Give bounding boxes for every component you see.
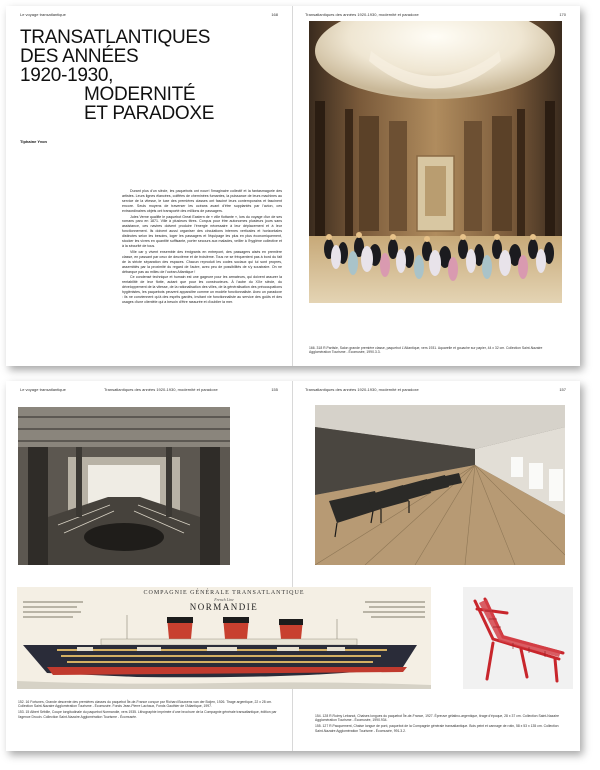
- title-line: TRANSATLANTIQUES: [20, 27, 211, 48]
- staircase-photo-svg: [18, 407, 230, 565]
- paragraph: Ce condensé technique et humain est une gageure pour les armateurs, qui doivent assurer la rentabilité de leur flotte, autant que pour les constructeurs. À l'aube du XXe siècle, du développement de la vitesse, de la rationalisation des villes, de la généralisation des préoccupations hygiénistes, les paquebots peuvent apparaître comme un modèle fonctionnaliste. Avec un paradoxe : ils ne conviennent qu'à des esprits gardés, invitant vie fonctionnaliste au service des goûts et des usages d'une clientèle qui a besoin d'être rassurée et d'oublier la mer.: [122, 275, 282, 304]
- poster-subtitle: French Line: [214, 597, 234, 602]
- running-header: Transatlantiques des années 1920-1930, modernité et paradoxe: [305, 387, 419, 392]
- page-170: [293, 6, 580, 366]
- body-text: [122, 189, 282, 306]
- page-number: 168: [271, 12, 278, 17]
- ballroom-painting: [309, 21, 562, 303]
- page-168: [6, 6, 293, 366]
- running-header: Transatlantiques des années 1920-1930, modernité et paradoxe: [305, 12, 419, 17]
- deck-photo-svg: [315, 405, 565, 565]
- author-name: Tiphaine Yvon: [20, 139, 47, 144]
- deck-chairs-photo: [315, 405, 565, 565]
- paragraph: Durant plus d'un siècle, les paquebots ont nourri l'imaginaire collectif et la fantasmagorie des artistes. Leurs lignes élancées, coiffées de cheminées fumantes, la puissance de leurs machines au service de la vitesse, le luxe des premières classes ont fasciné leurs contemporains et fascinent encore. Seuls moyens de traverser les océans avant d'être supplantés par l'avion, ces extraordinaires objets ont transporté des millions de passagers.: [122, 189, 282, 213]
- page-number: 157: [559, 387, 566, 392]
- figure-caption: 153. 15 Albert Sébille, Coupe longitudinale du paquebot Normandie, vers 1935. Lithographie imprimée d'une brochure de la Compagnie générale transatlantique, édition par l'agence Drouin. Collection Saint-Nazaire Agglomération Tourisme - Écomusée.: [18, 710, 277, 719]
- running-header: Le voyage transatlantique: [20, 387, 66, 392]
- title-line: DES ANNÉES: [20, 46, 139, 67]
- figure-caption: 154. 128 R.Ruimy Lebanot, Chaises longues du paquebot Île-de-France, 1927. Épreuve gélatino-argentique, tirage d'époque, 28 x 37 cm. Collection Saint-Nazaire Agglomération Tourisme - Écomusée, 1990.934.: [315, 714, 559, 723]
- paragraph: Jules Verne qualifie le paquebot Great Eastern de « ville flottante », lors du voyage d'un de ses romans paru en 1871. Ville à plusieurs titres. Conçus pour être autonomes plusieurs jours sans assistance, ces navires doivent produire l'énergie nécessaire à leur déplacement et à leur fonctionnement. Ils doivent aussi organiser des circulations internes verticales et horizontales distinctes selon les besoins, loger les passagers et l'équipage les plus en plus économiquement, stocker les vivres en quantité suffisante, porter secours aux malades, veiller à l'hygiène collective et à la sécurité de tous.: [122, 214, 282, 248]
- figure-caption: 166. 318 R.Partisle, Salon grande première classe, paquebot L'Atlantique, vers 1931. Aquarelle et gouache sur papier, 44 x 32 cm. Collection Saint-Nazaire Agglomération Tourisme - Écomusée, 1990.3.3.: [309, 346, 543, 355]
- chapter-title: [20, 28, 214, 123]
- caption-block: [18, 700, 280, 719]
- running-header: Le voyage transatlantique: [20, 12, 66, 17]
- running-header: Transatlantiques des années 1920-1930, modernité et paradoxe: [104, 387, 218, 392]
- page-number: 170: [559, 12, 566, 17]
- bottom-spread: [6, 381, 580, 751]
- chair-svg: [463, 587, 573, 689]
- title-line: MODERNITÉ: [84, 84, 196, 105]
- red-deck-chair-photo: [463, 587, 573, 689]
- title-line: ET PARADOXE: [84, 103, 215, 124]
- paragraph: Ville car y vivent ensemble des émigrants en entrepont, des passagers aisés en première classe, en passant par ceux de deuxième et de troisième. Tous ne se fréquentent pas à bord du fait de la stricte séparation des espaces. Chacun reproduit les codes sociaux qui lui sont propres, assemblés par la proximité du regard de l'autre, avec peu de possibilités de s'y soustraire. On ne débarque pas au milieu de l'océan Atlantique !: [122, 249, 282, 274]
- poster-ship-name: NORMANDIE: [189, 602, 259, 612]
- figure-caption: 152. 16 Fortunes, Grande descente des premières classes du paquebot Île-de-France conçue par Richard Bouwens van der Boijen, 1926. Tirage argentique, 22 x 28 cm. Collection Saint-Nazaire Agglomération Tourisme - Écomusée. Fonds Jean-Pierre Lachaux, Fonds Gauthier de l'Atlantique, 1997.: [18, 700, 273, 709]
- figure-caption: 155. 127 R.Pacquement, Chaise longue de pont, paquebot de la Compagnie générale transatlantique. Bois peint et cannage de rotin, 58 x 53 x 135 cm. Collection Saint-Nazaire Agglomération Tourisme - Écomusée, 991.3.2.: [315, 724, 559, 733]
- page-number: 155: [271, 387, 278, 392]
- grand-staircase-photo: [18, 407, 230, 565]
- title-line: 1920-1930,: [20, 65, 114, 86]
- top-spread: [6, 6, 580, 366]
- caption-block: [315, 714, 565, 733]
- page-155: [6, 381, 293, 751]
- page-157: [293, 381, 580, 751]
- poster-company-name: COMPAGNIE GÉNÉRALE TRANSATLANTIQUE: [143, 590, 305, 596]
- ballroom-painting-svg: [309, 21, 562, 303]
